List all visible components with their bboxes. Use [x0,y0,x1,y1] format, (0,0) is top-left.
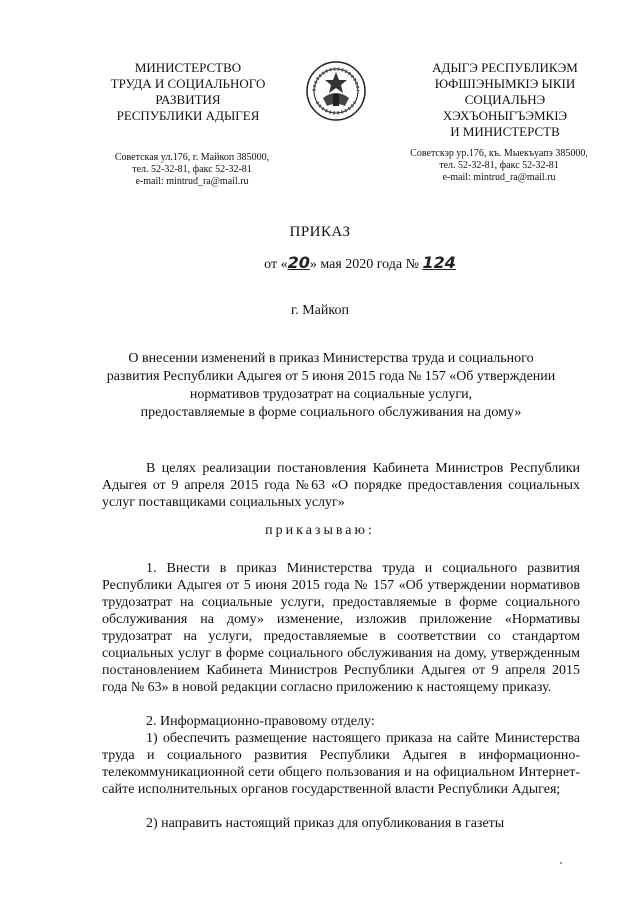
subject-line: нормативов трудозатрат на социальные услуги, [189,387,473,402]
order-number: 124 [422,253,456,272]
scan-speck [560,862,562,864]
address-line: e-mail: mintrud_ra@mail.ru [442,172,556,183]
preamble-paragraph: В целях реализации постановления Кабинета Министров Республики Адыгея от 9 апреля 2015 года №63 «О порядке предоставления социальных услуг поставщиками социальных услуг» [102,461,580,510]
address-russian [92,152,292,188]
address-line: Советская ул.176, г. Майкоп 385000, [114,152,270,163]
ministry-name-russian [88,60,288,124]
ministry-name-line: РАЗВИТИЯ [155,92,221,107]
subject-line: О внесении изменений в приказ Министерства труда и социального [128,351,534,366]
ministry-name-line: И МИНИСТЕРСТВ [450,124,560,139]
order-city: г. Майкоп [291,303,349,318]
ministry-name-line: АДЫГЭ РЕСПУБЛИКЭМ [432,60,578,75]
ministry-name-adyghe [400,60,610,140]
address-line: тел. 52-32-81, факс 52-32-81 [132,164,252,175]
address-line: Советскэр ур.176, къ. Мыекъуапэ 385000, [410,148,588,159]
order-date-day: 20 [287,253,310,272]
ministry-name-line: ТРУДА И СОЦИАЛЬНОГО [110,76,266,91]
address-line: e-mail: mintrud_ra@mail.ru [135,176,249,187]
order-title: ПРИКАЗ [289,224,351,240]
address-adyghe [394,148,604,184]
ministry-name-line: МИНИСТЕРСТВО [134,60,242,75]
subject-line: развития Республики Адыгея от 5 июня 2015 года № 157 «Об утверждении [106,369,556,384]
address-line: тел. 52-32-81, факс 52-32-81 [439,160,559,171]
order-date-middle: » мая 2020 года № [309,257,419,272]
item-2-1-paragraph: 1) обеспечить размещение настоящего приказа на сайте Министерства труда и социального развития Республики Адыгея в информационно-телекоммуникационной сети общего пользования и на официальном Интернет-сайте исполнительных органов государственной власти Республики Адыгея; [102,731,580,797]
subject-line: предоставляемые в форме социального обслуживания на дому» [140,405,522,420]
ministry-name-line: ХЭХЪОНЫГЪЭМКІЭ [442,108,568,123]
item-2-paragraph: 2. Информационно-правовому отделу: [146,714,375,729]
republic-emblem-icon [305,58,367,124]
order-date-prefix: от « [264,257,288,272]
order-subject [96,350,566,422]
order-date-line [210,253,510,273]
item-2-2-paragraph: 2) направить настоящий приказ для опубликования в газеты [146,816,505,831]
ministry-name-line: РЕСПУБЛИКИ АДЫГЕЯ [116,108,260,123]
item-1-paragraph: 1. Внести в приказ Министерства труда и социального развития Республики Адыгея от 5 июня 2015 года № 157 «Об утверждении нормативов трудозатрат на социальные услуги, предоставляемые в форме социального обслуживания на дому» изменение, изложив приложение «Нормативы трудозатрат на услуги, предоставляемые в соответствии со стандартом социальных услуг в форме социального обслуживания на дому, утвержденным постановлением Кабинета Министров Республики Адыгея от 9 апреля 2015 года № 63» в новой редакции согласно приложению к настоящему приказу. [102,561,580,695]
ministry-name-line: СОЦИАЛЬНЭ [464,92,546,107]
ministry-name-line: ЮФШІЭНЫМКІЭ ЫКІИ [434,76,576,91]
prikazyvayu-heading: приказываю: [265,523,375,538]
